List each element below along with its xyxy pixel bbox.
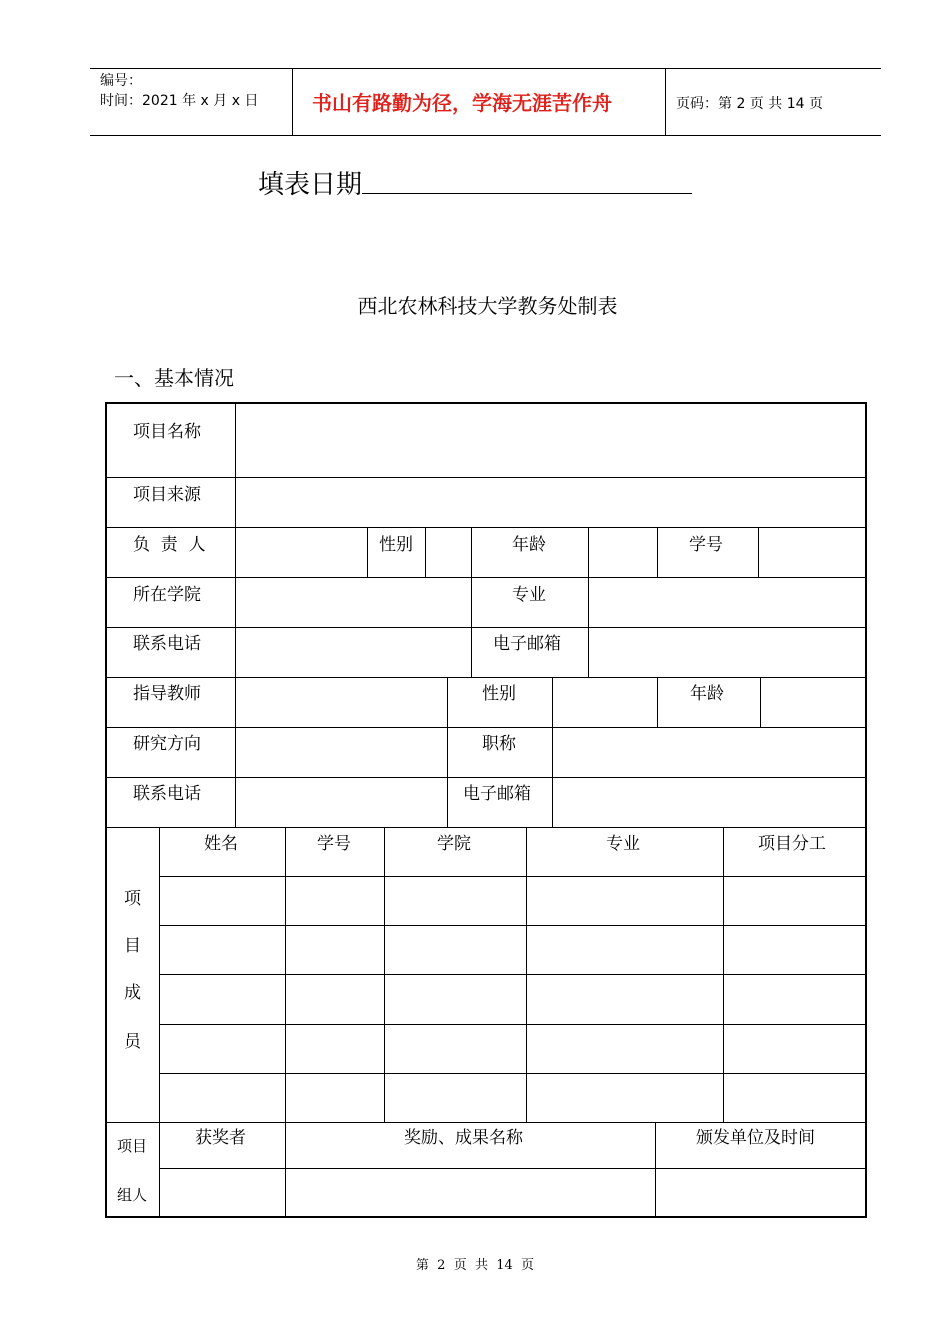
advisor-age-label: 年龄 bbox=[690, 684, 724, 704]
col-rule bbox=[655, 1122, 656, 1218]
col-rule bbox=[552, 677, 553, 827]
member-college-header: 学院 bbox=[437, 834, 471, 854]
col-rule bbox=[657, 677, 658, 727]
member-major-header: 专业 bbox=[606, 834, 640, 854]
row-rule bbox=[105, 577, 867, 578]
project-source-label: 项目来源 bbox=[133, 485, 201, 505]
motto: 书山有路勤为径，学海无涯苦作舟 bbox=[312, 91, 612, 115]
page-label: 页码：第 2 页 共 14 页 bbox=[676, 96, 823, 112]
row-rule bbox=[159, 1168, 867, 1169]
title-label: 职称 bbox=[482, 734, 516, 754]
award-winner-header: 获奖者 bbox=[195, 1128, 246, 1148]
row-rule bbox=[105, 527, 867, 528]
form-maker: 西北农林科技大学教务处制表 bbox=[357, 294, 618, 318]
col-rule bbox=[235, 402, 236, 827]
advisor-label: 指导教师 bbox=[133, 684, 201, 704]
col-rule bbox=[588, 527, 589, 677]
col-rule bbox=[425, 527, 426, 577]
award-group-label-line1: 项目 bbox=[117, 1137, 148, 1155]
col-rule bbox=[760, 677, 761, 727]
phone-label: 联系电话 bbox=[133, 634, 201, 654]
members-label-char: 项 bbox=[124, 889, 141, 909]
col-rule bbox=[384, 827, 385, 1122]
award-group-label-line2: 组人 bbox=[117, 1186, 148, 1204]
page-footer: 第 2 页 共 14 页 bbox=[415, 1258, 535, 1273]
row-rule bbox=[105, 727, 867, 728]
member-name-header: 姓名 bbox=[204, 834, 238, 854]
members-label-char: 成 bbox=[124, 983, 141, 1003]
email-label: 电子邮箱 bbox=[493, 634, 561, 654]
row-rule bbox=[105, 627, 867, 628]
members-label-char: 员 bbox=[124, 1032, 141, 1052]
award-name-header: 奖励、成果名称 bbox=[404, 1128, 523, 1148]
header-divider-1 bbox=[292, 69, 293, 136]
row-rule bbox=[105, 677, 867, 678]
row-rule bbox=[105, 1122, 867, 1123]
row-rule bbox=[159, 1073, 867, 1074]
row-rule bbox=[105, 477, 867, 478]
member-role-header: 项目分工 bbox=[758, 834, 826, 854]
col-rule bbox=[758, 527, 759, 577]
row-rule bbox=[159, 1024, 867, 1025]
col-rule bbox=[447, 677, 448, 827]
member-id-header: 学号 bbox=[317, 834, 351, 854]
members-label-char: 目 bbox=[124, 936, 141, 956]
time-label: 时间：2021 年 x 月 x 日 bbox=[100, 93, 259, 109]
col-rule bbox=[723, 827, 724, 1122]
gender-label: 性别 bbox=[379, 535, 413, 555]
major-label: 专业 bbox=[512, 585, 546, 605]
research-label: 研究方向 bbox=[133, 734, 201, 754]
leader-label: 负 责 人 bbox=[133, 535, 206, 555]
project-name-label: 项目名称 bbox=[133, 422, 201, 442]
col-rule bbox=[285, 827, 286, 1218]
col-rule bbox=[367, 527, 368, 577]
fill-date-label: 填表日期 bbox=[258, 170, 363, 200]
header-divider-2 bbox=[665, 69, 666, 136]
section-title: 一、基本情况 bbox=[114, 366, 234, 390]
fill-date-blank[interactable] bbox=[362, 167, 692, 194]
advisor-email-label: 电子邮箱 bbox=[463, 784, 531, 804]
row-rule bbox=[159, 925, 867, 926]
col-rule bbox=[526, 827, 527, 1122]
advisor-phone-label: 联系电话 bbox=[133, 784, 201, 804]
basic-info-table bbox=[105, 402, 867, 1218]
row-rule bbox=[105, 827, 867, 828]
row-rule bbox=[159, 876, 867, 877]
serial-label: 编号： bbox=[100, 73, 142, 89]
age-label: 年龄 bbox=[512, 535, 546, 555]
row-rule bbox=[159, 974, 867, 975]
col-rule bbox=[159, 827, 160, 1218]
fill-date bbox=[258, 167, 692, 203]
col-rule bbox=[471, 527, 472, 677]
college-label: 所在学院 bbox=[133, 585, 201, 605]
award-issuer-header: 颁发单位及时间 bbox=[696, 1128, 815, 1148]
advisor-gender-label: 性别 bbox=[482, 684, 516, 704]
row-rule bbox=[105, 777, 867, 778]
col-rule bbox=[657, 527, 658, 577]
header-top-rule bbox=[90, 68, 881, 69]
header-bottom-rule bbox=[90, 135, 881, 136]
student-id-label: 学号 bbox=[689, 535, 723, 555]
